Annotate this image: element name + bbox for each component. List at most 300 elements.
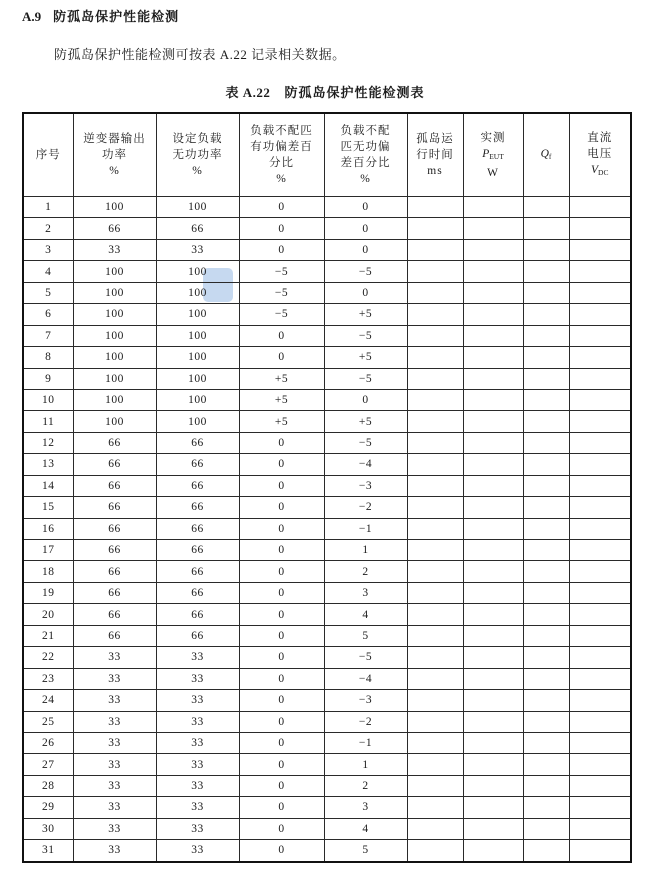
cell-seq: 19 [23, 582, 73, 603]
cell-seq: 11 [23, 411, 73, 432]
cell-reactive-deviation: 3 [324, 797, 407, 818]
cell-active-deviation: 0 [239, 561, 324, 582]
cell-qf [523, 454, 569, 475]
cell-inverter-power: 100 [73, 197, 156, 218]
cell-inverter-power: 33 [73, 711, 156, 732]
p-symbol: P [482, 147, 490, 160]
cell-seq: 1 [23, 197, 73, 218]
cell-inverter-power: 66 [73, 432, 156, 453]
header-qf [523, 113, 569, 197]
cell-reactive-deviation: −5 [324, 432, 407, 453]
cell-load-reactive: 100 [156, 347, 239, 368]
cell-inverter-power: 33 [73, 668, 156, 689]
cell-measured-p [463, 475, 523, 496]
cell-load-reactive: 66 [156, 497, 239, 518]
cell-load-reactive: 33 [156, 818, 239, 839]
section-heading [22, 6, 179, 25]
cell-inverter-power: 33 [73, 239, 156, 260]
cell-seq: 29 [23, 797, 73, 818]
cell-island-time [407, 732, 463, 753]
cell-reactive-deviation: +5 [324, 304, 407, 325]
cell-inverter-power: 66 [73, 561, 156, 582]
p-subscript: EUT [489, 151, 504, 161]
cell-inverter-power: 66 [73, 625, 156, 646]
cell-active-deviation: 0 [239, 582, 324, 603]
cell-inverter-power: 100 [73, 411, 156, 432]
cell-qf [523, 625, 569, 646]
table-row [23, 432, 631, 453]
cell-seq: 15 [23, 497, 73, 518]
cell-seq: 12 [23, 432, 73, 453]
cell-dc-voltage [569, 304, 631, 325]
cell-dc-voltage [569, 561, 631, 582]
cell-inverter-power: 33 [73, 647, 156, 668]
cell-load-reactive: 100 [156, 368, 239, 389]
cell-qf [523, 518, 569, 539]
table-row [23, 690, 631, 711]
header-load-reactive: 设定负载 无功功率 % [156, 113, 239, 197]
table-row [23, 304, 631, 325]
q-subscript: f [548, 151, 552, 161]
cell-qf [523, 732, 569, 753]
cell-measured-p [463, 668, 523, 689]
cell-active-deviation: 0 [239, 239, 324, 260]
cell-seq: 5 [23, 282, 73, 303]
cell-measured-p [463, 732, 523, 753]
cell-qf [523, 347, 569, 368]
cell-inverter-power: 33 [73, 840, 156, 862]
table-row [23, 818, 631, 839]
table-caption-title: 防孤岛保护性能检测表 [284, 85, 425, 100]
cell-active-deviation: 0 [239, 840, 324, 862]
cell-reactive-deviation: −5 [324, 325, 407, 346]
cell-inverter-power: 100 [73, 282, 156, 303]
cell-seq: 25 [23, 711, 73, 732]
cell-active-deviation: 0 [239, 432, 324, 453]
cell-qf [523, 540, 569, 561]
q-symbol: Q [540, 147, 549, 160]
cell-island-time [407, 690, 463, 711]
cell-active-deviation: −5 [239, 261, 324, 282]
cell-island-time [407, 775, 463, 796]
cell-load-reactive: 33 [156, 732, 239, 753]
cell-active-deviation: 0 [239, 604, 324, 625]
cell-load-reactive: 33 [156, 711, 239, 732]
cell-load-reactive: 33 [156, 690, 239, 711]
body-paragraph: 防孤岛保护性能检测可按表 A.22 记录相关数据。 [54, 47, 346, 62]
cell-active-deviation: +5 [239, 368, 324, 389]
cell-island-time [407, 582, 463, 603]
cell-active-deviation: 0 [239, 818, 324, 839]
cell-qf [523, 389, 569, 410]
cell-qf [523, 582, 569, 603]
cell-inverter-power: 66 [73, 518, 156, 539]
cell-inverter-power: 100 [73, 368, 156, 389]
cell-measured-p [463, 690, 523, 711]
cell-qf [523, 818, 569, 839]
cell-active-deviation: 0 [239, 347, 324, 368]
cell-dc-voltage [569, 732, 631, 753]
cell-qf [523, 282, 569, 303]
cell-measured-p [463, 604, 523, 625]
v-symbol: V [591, 163, 599, 176]
cell-measured-p [463, 711, 523, 732]
cell-reactive-deviation: −5 [324, 261, 407, 282]
header-dc-voltage: 直流 电压 $V_{DC}$ [569, 113, 631, 197]
cell-qf [523, 432, 569, 453]
cell-active-deviation: 0 [239, 668, 324, 689]
cell-measured-p [463, 561, 523, 582]
cell-island-time [407, 368, 463, 389]
cell-inverter-power: 100 [73, 325, 156, 346]
cell-active-deviation: 0 [239, 625, 324, 646]
cell-seq: 3 [23, 239, 73, 260]
table-row [23, 325, 631, 346]
cell-seq: 26 [23, 732, 73, 753]
cell-island-time [407, 711, 463, 732]
cell-dc-voltage [569, 282, 631, 303]
cell-active-deviation: 0 [239, 325, 324, 346]
cell-active-deviation: 0 [239, 197, 324, 218]
cell-qf [523, 754, 569, 775]
table-row [23, 497, 631, 518]
cell-reactive-deviation: +5 [324, 411, 407, 432]
table-row [23, 540, 631, 561]
cell-dc-voltage [569, 197, 631, 218]
cell-reactive-deviation: −1 [324, 732, 407, 753]
cell-load-reactive: 100 [156, 389, 239, 410]
header-active-deviation: 负载不配匹 有功偏差百 分比 % [239, 113, 324, 197]
cell-seq: 9 [23, 368, 73, 389]
cell-load-reactive: 100 [156, 282, 239, 303]
table-body [23, 197, 631, 862]
cell-qf [523, 775, 569, 796]
cell-island-time [407, 282, 463, 303]
cell-measured-p [463, 454, 523, 475]
table-row [23, 732, 631, 753]
cell-load-reactive: 66 [156, 540, 239, 561]
cell-active-deviation: 0 [239, 797, 324, 818]
cell-measured-p [463, 304, 523, 325]
cell-qf [523, 261, 569, 282]
cell-active-deviation: 0 [239, 711, 324, 732]
table-row [23, 197, 631, 218]
cell-load-reactive: 66 [156, 432, 239, 453]
cell-active-deviation: 0 [239, 732, 324, 753]
cell-measured-p [463, 840, 523, 862]
cell-seq: 14 [23, 475, 73, 496]
cell-measured-p [463, 797, 523, 818]
cell-active-deviation: +5 [239, 389, 324, 410]
cell-qf [523, 197, 569, 218]
cell-load-reactive: 66 [156, 518, 239, 539]
cell-seq: 20 [23, 604, 73, 625]
cell-inverter-power: 66 [73, 454, 156, 475]
table-row [23, 261, 631, 282]
cell-dc-voltage [569, 754, 631, 775]
cell-island-time [407, 497, 463, 518]
cell-measured-p [463, 389, 523, 410]
cell-island-time [407, 325, 463, 346]
cell-load-reactive: 66 [156, 582, 239, 603]
cell-reactive-deviation: −2 [324, 497, 407, 518]
cell-reactive-deviation: −5 [324, 647, 407, 668]
cell-inverter-power: 66 [73, 582, 156, 603]
cell-inverter-power: 100 [73, 304, 156, 325]
cell-qf [523, 239, 569, 260]
table-row [23, 218, 631, 239]
cell-reactive-deviation: 4 [324, 604, 407, 625]
cell-island-time [407, 647, 463, 668]
cell-measured-p [463, 261, 523, 282]
cell-island-time [407, 668, 463, 689]
cell-active-deviation: 0 [239, 497, 324, 518]
header-island-time: 孤岛运 行时间 ms [407, 113, 463, 197]
cell-measured-p [463, 647, 523, 668]
cell-dc-voltage [569, 797, 631, 818]
cell-active-deviation: −5 [239, 282, 324, 303]
cell-island-time [407, 475, 463, 496]
cell-dc-voltage [569, 625, 631, 646]
cell-seq: 23 [23, 668, 73, 689]
cell-reactive-deviation: 0 [324, 389, 407, 410]
cell-dc-voltage [569, 261, 631, 282]
cell-seq: 18 [23, 561, 73, 582]
cell-load-reactive: 33 [156, 668, 239, 689]
cell-dc-voltage [569, 218, 631, 239]
table-row [23, 282, 631, 303]
cell-island-time [407, 840, 463, 862]
cell-inverter-power: 100 [73, 389, 156, 410]
cell-active-deviation: 0 [239, 218, 324, 239]
cell-reactive-deviation: −4 [324, 668, 407, 689]
cell-load-reactive: 33 [156, 840, 239, 862]
cell-dc-voltage [569, 582, 631, 603]
cell-measured-p [463, 197, 523, 218]
cell-island-time [407, 218, 463, 239]
cell-reactive-deviation: 2 [324, 775, 407, 796]
cell-measured-p [463, 218, 523, 239]
cell-qf [523, 647, 569, 668]
cell-measured-p [463, 368, 523, 389]
cell-load-reactive: 66 [156, 454, 239, 475]
table-row [23, 347, 631, 368]
cell-island-time [407, 540, 463, 561]
cell-dc-voltage [569, 454, 631, 475]
table-row [23, 840, 631, 862]
cell-qf [523, 304, 569, 325]
table-row [23, 582, 631, 603]
cell-island-time [407, 261, 463, 282]
cell-island-time [407, 197, 463, 218]
cell-measured-p [463, 518, 523, 539]
cell-active-deviation: 0 [239, 647, 324, 668]
cell-seq: 7 [23, 325, 73, 346]
table-row [23, 518, 631, 539]
cell-inverter-power: 100 [73, 347, 156, 368]
cell-load-reactive: 100 [156, 261, 239, 282]
anti-islanding-test-table [22, 112, 632, 863]
cell-island-time [407, 304, 463, 325]
cell-qf [523, 218, 569, 239]
cell-seq: 17 [23, 540, 73, 561]
cell-dc-voltage [569, 389, 631, 410]
cell-seq: 4 [23, 261, 73, 282]
cell-load-reactive: 33 [156, 647, 239, 668]
header-measured-p: 实测 $P_{EUT}$ W [463, 113, 523, 197]
cell-seq: 22 [23, 647, 73, 668]
cell-load-reactive: 66 [156, 604, 239, 625]
cell-dc-voltage [569, 540, 631, 561]
cell-active-deviation: +5 [239, 411, 324, 432]
table-row [23, 389, 631, 410]
cell-measured-p [463, 754, 523, 775]
cell-dc-voltage [569, 690, 631, 711]
cell-dc-voltage [569, 647, 631, 668]
cell-inverter-power: 33 [73, 754, 156, 775]
cell-dc-voltage [569, 711, 631, 732]
table-row [23, 754, 631, 775]
cell-dc-voltage [569, 497, 631, 518]
cell-load-reactive: 66 [156, 218, 239, 239]
cell-seq: 10 [23, 389, 73, 410]
table-row [23, 561, 631, 582]
cell-dc-voltage [569, 668, 631, 689]
table-row [23, 647, 631, 668]
cell-active-deviation: 0 [239, 775, 324, 796]
cell-active-deviation: 0 [239, 475, 324, 496]
cell-measured-p [463, 239, 523, 260]
cell-dc-voltage [569, 368, 631, 389]
cell-seq: 6 [23, 304, 73, 325]
table-row [23, 711, 631, 732]
cell-load-reactive: 66 [156, 475, 239, 496]
cell-reactive-deviation: −4 [324, 454, 407, 475]
cell-island-time [407, 454, 463, 475]
table-caption-label: 表 A.22 [225, 85, 271, 100]
cell-qf [523, 711, 569, 732]
cell-reactive-deviation: 0 [324, 239, 407, 260]
cell-inverter-power: 33 [73, 818, 156, 839]
cell-seq: 30 [23, 818, 73, 839]
cell-active-deviation: 0 [239, 518, 324, 539]
cell-qf [523, 411, 569, 432]
cell-reactive-deviation: −5 [324, 368, 407, 389]
cell-measured-p [463, 497, 523, 518]
cell-qf [523, 668, 569, 689]
section-number: A.9 [22, 9, 42, 24]
cell-island-time [407, 239, 463, 260]
cell-seq: 8 [23, 347, 73, 368]
cell-load-reactive: 100 [156, 304, 239, 325]
cell-qf [523, 840, 569, 862]
cell-island-time [407, 561, 463, 582]
cell-active-deviation: −5 [239, 304, 324, 325]
cell-load-reactive: 33 [156, 239, 239, 260]
cell-inverter-power: 66 [73, 218, 156, 239]
cell-dc-voltage [569, 325, 631, 346]
cell-reactive-deviation: 4 [324, 818, 407, 839]
section-title: 防孤岛保护性能检测 [53, 9, 180, 24]
cell-active-deviation: 0 [239, 754, 324, 775]
cell-seq: 31 [23, 840, 73, 862]
cell-inverter-power: 33 [73, 797, 156, 818]
cell-load-reactive: 100 [156, 411, 239, 432]
cell-measured-p [463, 347, 523, 368]
header-inverter-power: 逆变器输出 功率 % [73, 113, 156, 197]
cell-reactive-deviation: 0 [324, 218, 407, 239]
cell-island-time [407, 625, 463, 646]
cell-dc-voltage [569, 604, 631, 625]
table-row [23, 454, 631, 475]
table-caption [0, 82, 650, 101]
table-row [23, 475, 631, 496]
cell-reactive-deviation: 1 [324, 754, 407, 775]
v-subscript: DC [598, 167, 609, 177]
cell-seq: 2 [23, 218, 73, 239]
cell-dc-voltage [569, 347, 631, 368]
cell-inverter-power: 66 [73, 604, 156, 625]
cell-island-time [407, 754, 463, 775]
cell-dc-voltage [569, 432, 631, 453]
cell-island-time [407, 604, 463, 625]
table-row [23, 797, 631, 818]
cell-measured-p [463, 325, 523, 346]
cell-measured-p [463, 625, 523, 646]
header-seq: 序号 [23, 113, 73, 197]
cell-reactive-deviation: 2 [324, 561, 407, 582]
cell-qf [523, 497, 569, 518]
cell-dc-voltage [569, 518, 631, 539]
cell-inverter-power: 33 [73, 775, 156, 796]
cell-load-reactive: 66 [156, 625, 239, 646]
cell-measured-p [463, 582, 523, 603]
cell-dc-voltage [569, 840, 631, 862]
table-row [23, 368, 631, 389]
cell-island-time [407, 797, 463, 818]
cell-seq: 28 [23, 775, 73, 796]
cell-island-time [407, 411, 463, 432]
cell-dc-voltage [569, 239, 631, 260]
cell-active-deviation: 0 [239, 454, 324, 475]
cell-seq: 24 [23, 690, 73, 711]
cell-island-time [407, 432, 463, 453]
table-row [23, 668, 631, 689]
table-header-row [23, 113, 631, 197]
cell-reactive-deviation: 1 [324, 540, 407, 561]
cell-qf [523, 561, 569, 582]
cell-dc-voltage [569, 475, 631, 496]
cell-load-reactive: 33 [156, 775, 239, 796]
cell-reactive-deviation: −3 [324, 690, 407, 711]
cell-measured-p [463, 282, 523, 303]
cell-reactive-deviation: +5 [324, 347, 407, 368]
cell-load-reactive: 33 [156, 754, 239, 775]
header-reactive-deviation: 负载不配 匹无功偏 差百分比 % [324, 113, 407, 197]
cell-qf [523, 604, 569, 625]
cell-load-reactive: 100 [156, 197, 239, 218]
cell-seq: 16 [23, 518, 73, 539]
cell-reactive-deviation: 5 [324, 625, 407, 646]
cell-reactive-deviation: −2 [324, 711, 407, 732]
cell-active-deviation: 0 [239, 540, 324, 561]
cell-qf [523, 325, 569, 346]
cell-reactive-deviation: 0 [324, 282, 407, 303]
table-header [23, 113, 631, 197]
cell-island-time [407, 518, 463, 539]
cell-measured-p [463, 818, 523, 839]
cell-measured-p [463, 411, 523, 432]
